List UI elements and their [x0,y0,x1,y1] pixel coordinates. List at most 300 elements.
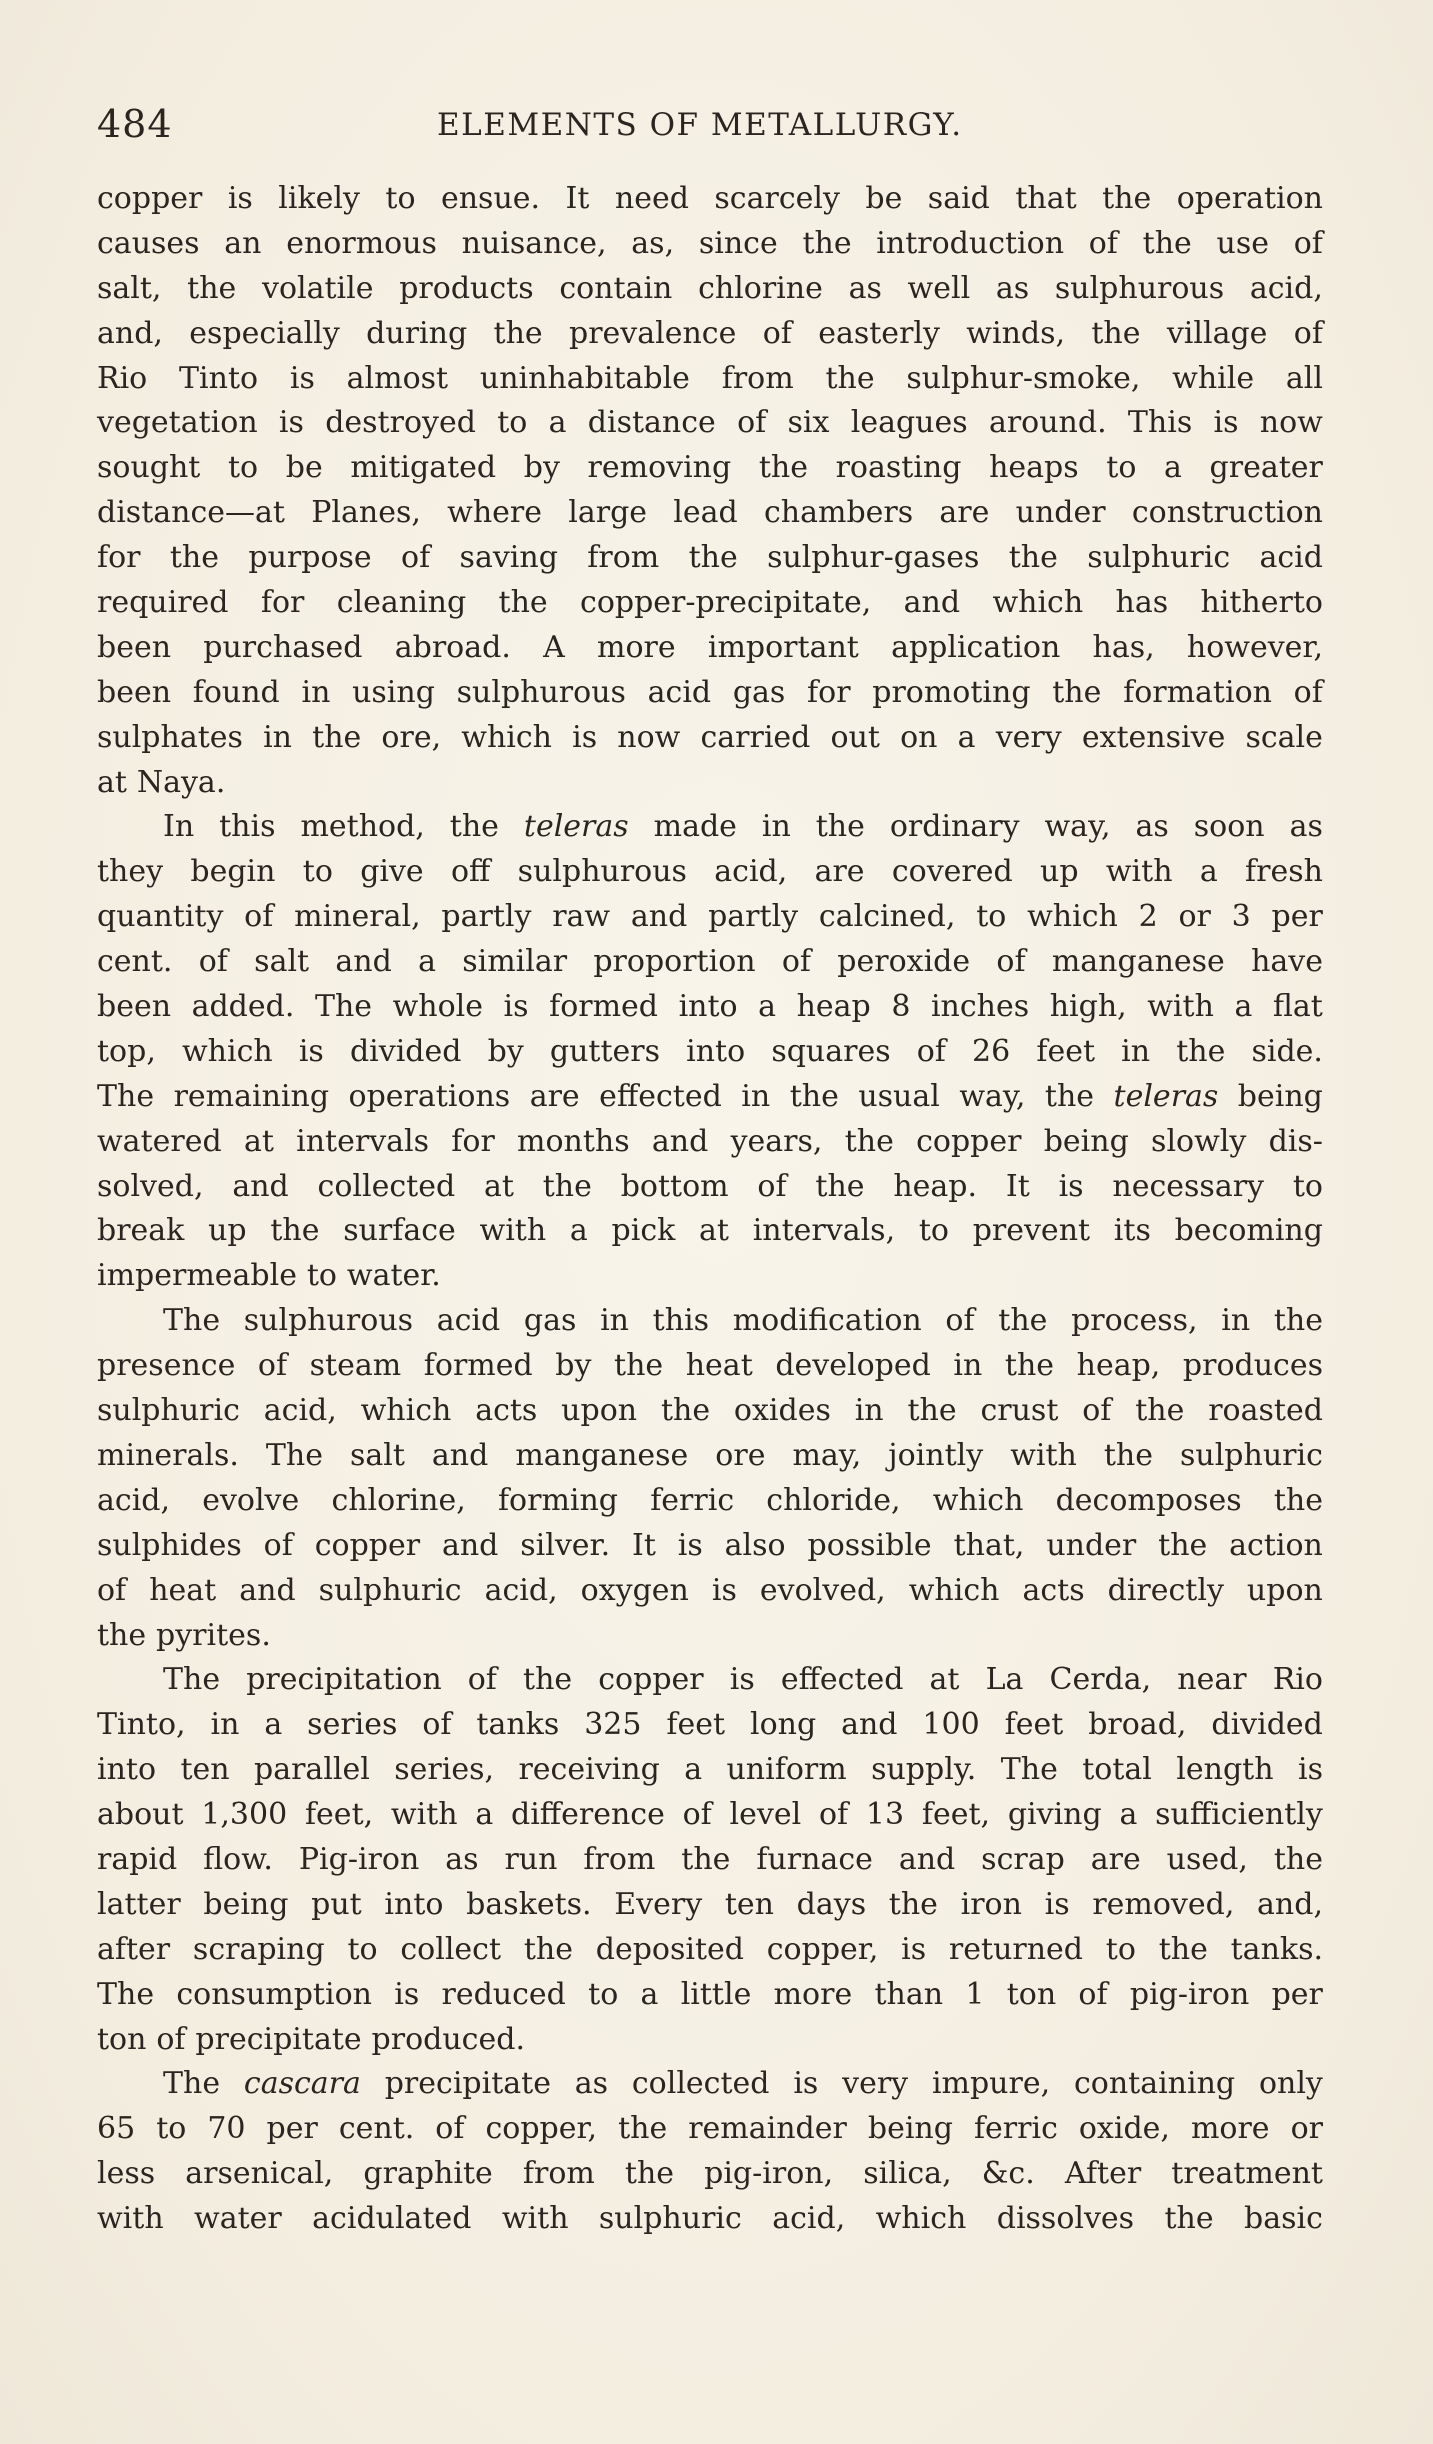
word: method, [300,809,425,845]
word: impure, [931,2066,1051,2102]
word: quantity [97,899,224,935]
word: a [1119,1797,1138,1833]
word: a [418,944,436,980]
word: sulphuric [598,2201,742,2237]
word: gutters [549,1033,661,1069]
word: inches [930,989,1030,1025]
word: at [243,1123,274,1159]
word: 70 [207,2111,246,2147]
word: well [907,270,971,306]
word: squares [771,1033,891,1069]
word: is [711,1572,737,1608]
word: the [624,2156,675,2192]
word: precipitation [246,1662,442,1698]
word: in [263,719,292,755]
word: remainder [688,2111,847,2147]
word: a [640,1976,659,2012]
word: little [680,1976,752,2012]
word: the [1273,1482,1323,1518]
running-title: ELEMENTS OF METALLURGY. [437,107,963,143]
word: 1 [965,1976,985,2012]
word: of [1293,225,1323,261]
word: break [97,1213,185,1249]
word: off [451,854,491,890]
word: high, [1049,989,1127,1025]
word: around. [988,405,1107,441]
text-line [97,985,1323,1030]
word: and [903,585,961,621]
word: acid, [263,1393,337,1429]
word: heaps [989,450,1079,486]
word: from [587,540,660,576]
text-line [97,446,1323,491]
word: acid, [714,854,788,890]
word: copper, [766,1931,879,1967]
word: precipitate [384,2066,551,2102]
word: in [1121,1033,1151,1069]
word: directly [1107,1572,1224,1608]
word: enormous [286,225,437,261]
word: of [156,2021,186,2057]
word: the [1158,1931,1208,1967]
word: very [995,719,1062,755]
word: this [652,1303,710,1339]
word: produces [1182,1348,1323,1384]
word: scrap [981,1841,1065,1877]
word: be [285,450,323,486]
word: 3 [1231,899,1251,935]
word: 1,300 [201,1797,288,1833]
word: run [504,1841,558,1877]
word: to [227,450,259,486]
word: removed, [1092,1886,1235,1922]
word: use [1216,225,1269,261]
word: ton [1006,1976,1057,2012]
word: put [311,1886,362,1922]
word: is [729,1662,755,1698]
word: and [232,1168,289,1204]
word: been [97,989,172,1025]
word: the [1091,315,1141,351]
word: from [522,2156,595,2192]
word: the [618,2111,668,2147]
word: which [932,1482,1024,1518]
word: The [314,989,373,1025]
word: deposited [595,1931,744,1967]
word: salt [349,1437,405,1473]
word: distance—at [97,495,285,531]
word: 8 [891,989,911,1025]
word: begin [190,854,276,890]
word: is [677,1527,703,1563]
word: the [1103,1437,1153,1473]
text-line [97,1703,1323,1748]
word: give [360,854,424,890]
word: from [583,1841,656,1877]
text-line [97,357,1323,402]
word: formed [423,1348,533,1384]
word: to [302,854,333,890]
word: from [721,360,794,396]
word: in [953,1348,983,1384]
word: per [1271,1976,1323,2012]
word: construction [1131,495,1323,531]
word: which [1027,899,1118,935]
text-line [97,895,1323,940]
word: acidulated [312,2201,472,2237]
word: be [865,181,903,216]
word: the [825,360,875,396]
word: ten [724,1886,774,1922]
word: chambers [764,495,914,531]
word: salt [254,944,310,980]
word: After [1064,2156,1142,2192]
word: of [762,315,792,351]
word: than [874,1976,944,2012]
word: near [1177,1662,1247,1698]
word: of [401,540,431,576]
word: copper [314,1527,421,1563]
word: up [208,1213,247,1249]
word: are [529,1078,580,1114]
word: in [600,1303,629,1339]
word: jointly [888,1437,984,1473]
word: silica, [863,2156,952,2192]
word: roasting [835,450,962,486]
word: the [449,809,499,845]
word: more [597,629,676,665]
word: the [815,809,865,845]
word: flow. [203,1841,273,1877]
word: to [1105,1931,1136,1967]
word: the [169,540,220,576]
word: steam [309,1348,402,1384]
text-line [97,267,1323,312]
text-line [97,1254,1323,1299]
text-line [97,1614,1323,1659]
word: acid [1259,540,1323,576]
word: as [574,2066,609,2102]
word: feet [1004,1707,1064,1743]
word: The [265,1437,323,1473]
word: possible [807,1527,932,1563]
word: they [97,854,164,890]
word: 100 [922,1707,980,1743]
word: which [360,1393,452,1429]
word: similar [462,944,568,980]
word: evolve [202,1482,300,1518]
word: heap [796,989,871,1025]
word: the [1176,1033,1226,1069]
word: the [97,1617,147,1653]
word: produced. [371,2021,525,2057]
word: volatile [262,270,374,306]
word: at [483,1168,514,1204]
word: with [1147,989,1214,1025]
word: by [555,1348,592,1384]
word: oxides [733,1393,831,1429]
text-line [97,626,1323,671]
word: of [422,1707,452,1743]
text-line [97,2107,1323,2152]
word: is [1213,405,1239,441]
word: for [807,674,851,710]
word: saving [459,540,558,576]
word: acts [1022,1572,1085,1608]
word: a [957,719,976,755]
word: of [996,944,1026,980]
text-line [97,401,1323,446]
word: village [1166,315,1268,351]
text-line [97,2062,1323,2107]
word: for [260,585,305,621]
word: The [163,2066,221,2102]
word: leagues [850,405,968,441]
text-line [97,716,1323,761]
word: divided [1211,1707,1323,1743]
word: chloride, [766,1482,901,1518]
word: feet [666,1707,726,1743]
word: to [347,1931,378,1967]
word: or [1178,899,1211,935]
word: minerals. [97,1437,239,1473]
word: operations [348,1078,511,1114]
word: the [998,1303,1048,1339]
word: acid, [484,1572,558,1608]
word: removing [587,450,732,486]
word: copper [916,1123,1022,1159]
word: years, [730,1123,823,1159]
word: about [97,1797,184,1833]
text-line [97,1479,1323,1524]
word: required [97,585,229,621]
word: the [1273,1303,1323,1339]
text-line [97,1344,1323,1389]
word: chlorine [698,270,823,306]
word: sulphates [97,719,243,755]
word: the [888,1886,938,1922]
word: under [1046,1527,1137,1563]
word: giving [1007,1797,1102,1833]
word: covered [891,854,1013,890]
word: soon [1193,809,1265,845]
word: parallel [254,1752,370,1788]
word: only [1258,2066,1323,2102]
word: a [264,1707,283,1743]
word: at [699,1213,729,1249]
word: which [908,1572,1000,1608]
word: mitigated [350,450,497,486]
word: 325 [584,1707,642,1743]
word: the [1008,540,1058,576]
word: distance [587,405,716,441]
word: Tinto [179,360,259,396]
word: becoming [1174,1213,1323,1249]
word: feet [1036,1033,1096,1069]
text-line [97,2197,1323,2242]
word: effected [780,1662,904,1698]
word: which [181,1033,273,1069]
text-line [97,1658,1323,1703]
word: and [630,899,688,935]
word: receiving [518,1752,660,1788]
word: causes [97,225,200,261]
word: of [435,2111,465,2147]
word: at [97,764,127,800]
word: a [548,405,567,441]
word: with [501,2201,569,2237]
word: proportion [593,944,756,980]
word: presence [97,1348,236,1384]
word: to [1292,1168,1323,1204]
word: which [992,585,1084,621]
word: and [898,1841,956,1877]
word: that [1015,181,1077,216]
word: Tinto, [97,1707,186,1743]
word: the [498,585,548,621]
word: greater [1209,450,1323,486]
word: arsenical, [185,2156,334,2192]
word: abroad. [394,629,511,665]
word: more [1190,2111,1270,2147]
word: to [588,1976,619,2012]
word: acid, [772,2201,846,2237]
word: and [441,1527,499,1563]
word: application [891,629,1061,665]
word: contain [559,270,673,306]
word: is [1058,1168,1084,1204]
word: sulphuric [97,1393,240,1429]
word: of [1293,674,1323,710]
word: of [737,405,767,441]
word: It [632,1527,656,1563]
word: precipitate [195,2021,362,2057]
word: as [848,270,882,306]
word: almost [346,360,449,396]
word: 13 [865,1797,905,1833]
word: prevalence [569,315,737,351]
word: is [227,181,253,216]
word: that, [953,1527,1025,1563]
text-line [97,1748,1323,1793]
word: now [1259,405,1323,441]
text-line [97,491,1323,536]
word: under [1015,495,1106,531]
word: manganese [1051,944,1225,980]
word: is [289,360,315,396]
word: of [97,1572,127,1608]
word: the [1044,1078,1095,1114]
text-line [97,177,1323,222]
word: and [239,1572,296,1608]
word: products [399,270,534,306]
word: feet, [304,1797,374,1833]
word: as [445,1841,479,1877]
text-line [97,1165,1323,1210]
word: need [614,181,689,216]
word: the [758,450,808,486]
text-line [97,850,1323,895]
word: the [660,1393,711,1429]
word: containing [1073,2066,1236,2102]
word: formed [549,989,659,1025]
word: and [651,1123,709,1159]
word: into [678,989,738,1025]
word: hitherto [1200,585,1323,621]
word: the [688,540,738,576]
text-line [97,761,1323,806]
page-number: 484 [97,102,173,146]
word: raw [552,899,611,935]
word: in [301,674,331,710]
word: the [802,225,852,261]
word: sulphurous [517,854,687,890]
word: introduction [876,225,1065,261]
word: upon [1246,1572,1323,1608]
word: into [686,1033,746,1069]
word: promoting [872,674,1031,710]
word: the [1052,674,1102,710]
word: In [163,809,195,845]
word: action [1229,1527,1323,1563]
word: all [1285,360,1323,396]
word: sulphur-gases [767,540,980,576]
text-line [97,1209,1323,1254]
word: heat [685,1348,753,1384]
word: months [517,1123,630,1159]
word: crust [980,1393,1059,1429]
word: Cerda, [1049,1662,1152,1698]
word: the [523,1931,573,1967]
text-line [97,222,1323,267]
word: A [543,629,565,665]
word: this [219,809,276,845]
word: of [757,1168,787,1204]
word: with [479,1213,547,1249]
word: &c. [981,2156,1035,2192]
word: baskets. [466,1886,592,1922]
word: sulphur-smoke, [906,360,1141,396]
word: winds, [966,315,1066,351]
word: gas [523,1303,577,1339]
word: out [830,719,880,755]
word: its [1113,1213,1151,1249]
word: salt, [97,270,162,306]
word: of [244,899,274,935]
word: scarcely [714,181,840,216]
word: furnace [756,1841,873,1877]
word: are [814,854,865,890]
word: sulphuric [318,1572,462,1608]
word: may, [792,1437,862,1473]
word: of [263,1527,293,1563]
word: to [156,2111,187,2147]
word: impermeable [97,1258,297,1294]
word: or [1290,2111,1323,2147]
word: roasted [1208,1393,1323,1429]
word: acid [436,1303,501,1339]
word: to [385,181,416,216]
word: extensive [1081,719,1226,755]
word: top, [97,1033,156,1069]
word: intervals, [752,1213,896,1249]
word: to [918,1213,949,1249]
text-line [97,2152,1323,2197]
word: heat [149,1572,217,1608]
word: basic [1244,2201,1323,2237]
word: in [210,1707,240,1743]
word: developed [775,1348,931,1384]
